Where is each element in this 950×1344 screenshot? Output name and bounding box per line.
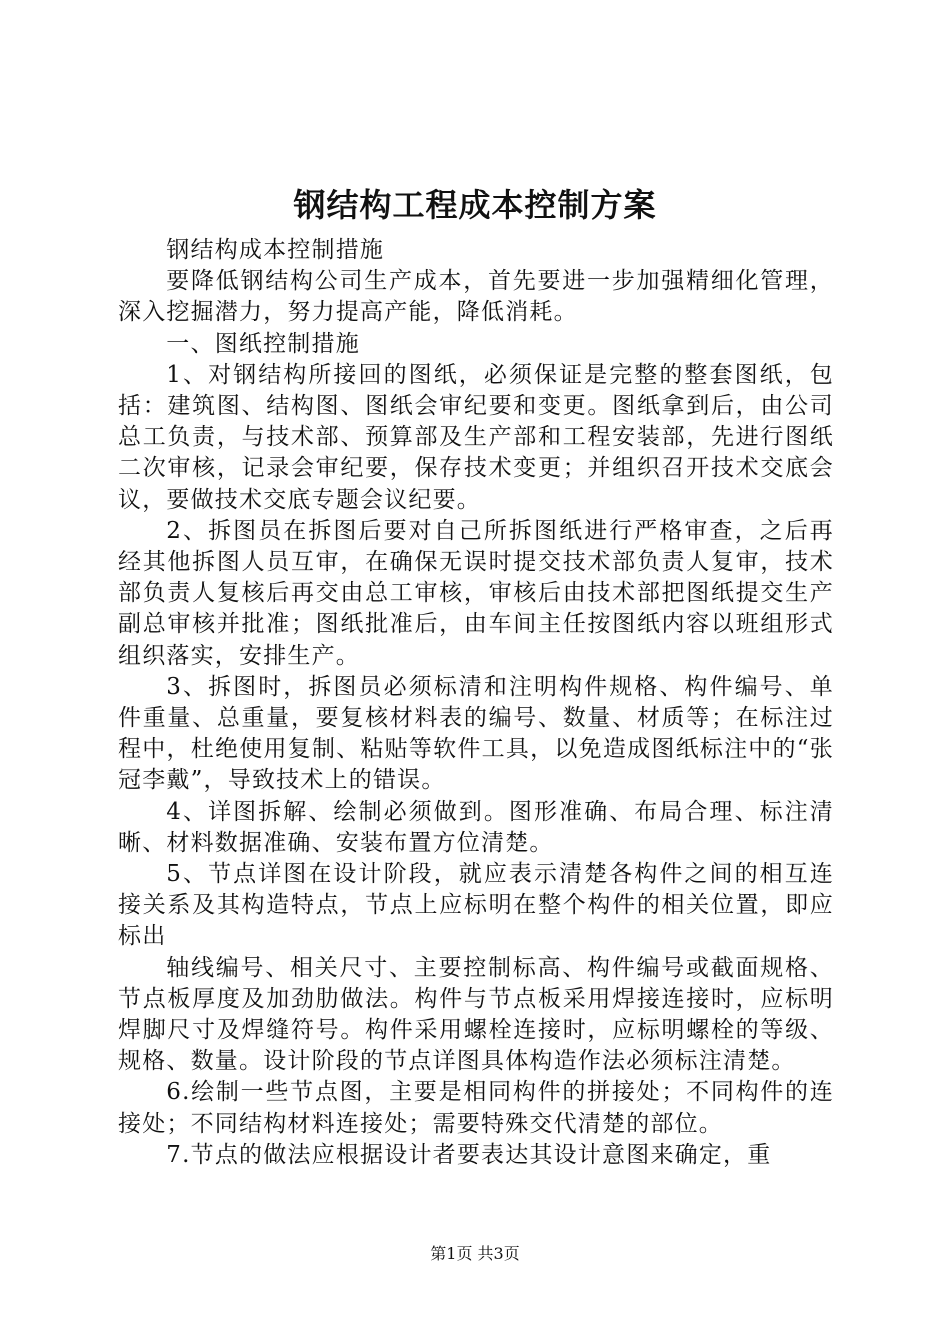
- paragraph-8: 5、节点详图在设计阶段，就应表示清楚各构件之间的相互连接关系及其构造特点，节点上应标明在整个构件的相关位置，即应标出: [118, 861, 834, 950]
- page-number-footer: 第1页 共3页: [430, 1244, 520, 1263]
- paragraph-5: 2、拆图员在拆图后要对自己所拆图纸进行严格审查，之后再经其他拆图人员互审，在确保无误时提交技术部负责人复审，技术部负责人复核后再交由总工审核，审核后由技术部把图纸提交生产副总审核并批准；图纸批准后，由车间主任按图纸内容以班组形式组织落实，安排生产。: [118, 517, 834, 669]
- paragraph-3: 一、图纸控制措施: [166, 330, 360, 357]
- paragraph-10: 6.绘制一些节点图，主要是相同构件的拼接处；不同构件的连接处；不同结构材料连接处；需要特殊交代清楚的部位。: [118, 1079, 834, 1137]
- paragraph-9: 轴线编号、相关尺寸、主要控制标高、构件编号或截面规格、节点板厚度及加劲肋做法。构件与节点板采用焊接连接时，应标明焊脚尺寸及焊缝符号。构件采用螺栓连接时，应标明螺栓的等级、规格、数量。设计阶段的节点详图具体构造作法必须标注清楚。: [118, 954, 834, 1075]
- paragraph-1: 钢结构成本控制措施: [166, 237, 385, 263]
- paragraph-6: 3、拆图时，拆图员必须标清和注明构件规格、构件编号、单件重量、总重量，要复核材料表的编号、数量、材质等；在标注过程中，杜绝使用复制、粘贴等软件工具，以免造成图纸标注中的“张冠李戴”，导致技术上的错误。: [118, 673, 834, 794]
- paragraph-2: 要降低钢结构公司生产成本，首先要进一步加强精细化管理，深入挖掘潜力，努力提高产能，降低消耗。: [118, 268, 834, 326]
- paragraph-11: 7.节点的做法应根据设计者要表达其设计意图来确定，重: [166, 1141, 772, 1168]
- paragraph-4: 1、对钢结构所接回的图纸，必须保证是完整的整套图纸，包括：建筑图、结构图、图纸会审纪要和变更。图纸拿到后，由公司总工负责，与技术部、预算部及生产部和工程安装部，先进行图纸二次审核，记录会审纪要，保存技术变更；并组织召开技术交底会议，要做技术交底专题会议纪要。: [118, 361, 834, 513]
- document-title: 钢结构工程成本控制方案: [293, 186, 657, 224]
- document-body: [118, 235, 834, 1171]
- paragraph-7: 4、详图拆解、绘制必须做到。图形准确、布局合理、标注清晰、材料数据准确、安装布置方位清楚。: [118, 798, 834, 856]
